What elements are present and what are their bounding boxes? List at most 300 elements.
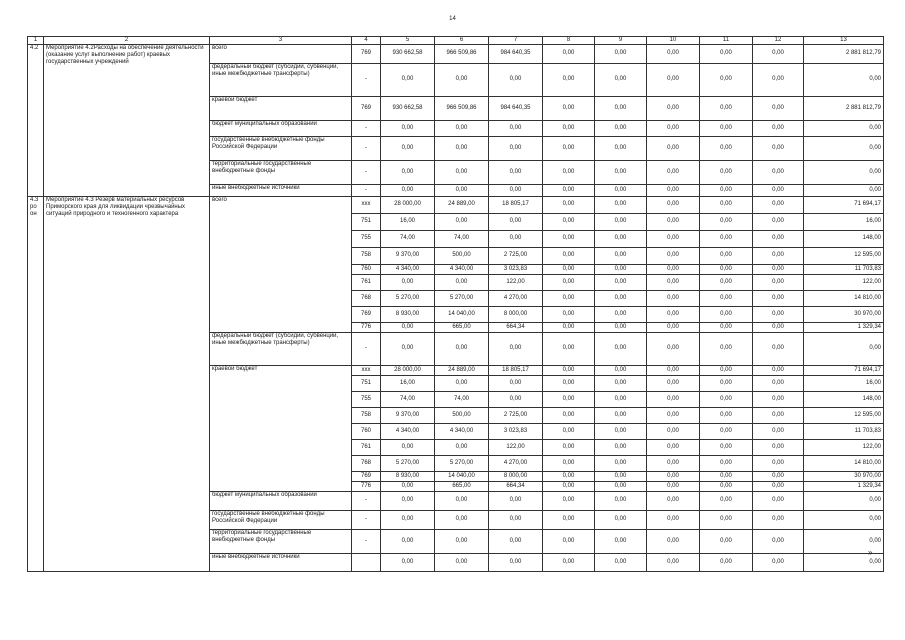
budget-code <box>352 553 381 571</box>
year-value: 966 509,86 <box>435 44 489 63</box>
year-value: 0,00 <box>543 481 595 491</box>
budget-code: - <box>352 529 381 553</box>
year-value: 0,00 <box>543 423 595 439</box>
year-value: 0,00 <box>543 529 595 553</box>
year-value: 0,00 <box>700 290 753 306</box>
column-number: 2 <box>44 37 210 45</box>
total-value: 16,00 <box>804 213 884 230</box>
header-row <box>28 37 884 45</box>
year-value: 0,00 <box>753 44 804 63</box>
year-value: 0,00 <box>435 529 489 553</box>
budget-code: 769 <box>352 96 381 120</box>
year-value: 0,00 <box>595 391 647 407</box>
year-value: 0,00 <box>647 322 700 332</box>
year-value: 0,00 <box>647 230 700 247</box>
year-value: 0,00 <box>700 423 753 439</box>
year-value: 966 509,86 <box>435 96 489 120</box>
budget-code: - <box>352 120 381 136</box>
year-value: 0,00 <box>753 510 804 529</box>
year-value: 0,00 <box>753 529 804 553</box>
funding-source: государственные внебюджетные фонды Российской Федерации <box>210 136 352 160</box>
year-value: 0,00 <box>753 491 804 510</box>
year-value: 74,00 <box>435 391 489 407</box>
year-value: 4 340,00 <box>381 264 435 274</box>
year-value: 500,00 <box>435 247 489 264</box>
year-value: 0,00 <box>700 375 753 391</box>
total-value: 0,00 <box>804 120 884 136</box>
year-value: 0,00 <box>753 471 804 481</box>
total-value: 122,00 <box>804 274 884 290</box>
total-value: 2 881 812,79 <box>804 44 884 63</box>
year-value: 8 930,00 <box>381 471 435 481</box>
year-value: 0,00 <box>543 439 595 455</box>
total-value: 71 694,17 <box>804 365 884 375</box>
year-value: 0,00 <box>543 510 595 529</box>
year-value: 0,00 <box>543 274 595 290</box>
continuation-mark: » <box>868 548 873 557</box>
year-value: 0,00 <box>543 96 595 120</box>
column-number: 10 <box>647 37 700 45</box>
year-value: 0,00 <box>753 407 804 423</box>
budget-code: - <box>352 491 381 510</box>
budget-code: - <box>352 160 381 184</box>
funding-source: государственные внебюджетные фонды Российской Федерации <box>210 510 352 529</box>
year-value: 0,00 <box>700 230 753 247</box>
column-number: 1 <box>28 37 44 45</box>
year-value: 122,00 <box>489 439 543 455</box>
budget-code: 755 <box>352 230 381 247</box>
year-value: 0,00 <box>647 247 700 264</box>
year-value: 0,00 <box>700 136 753 160</box>
year-value: 0,00 <box>647 481 700 491</box>
year-value: 0,00 <box>543 196 595 213</box>
year-value: 0,00 <box>543 375 595 391</box>
year-value: 0,00 <box>595 184 647 196</box>
year-value: 0,00 <box>543 63 595 96</box>
year-value: 0,00 <box>595 44 647 63</box>
year-value: 0,00 <box>700 44 753 63</box>
year-value: 0,00 <box>489 510 543 529</box>
year-value: 0,00 <box>595 491 647 510</box>
column-number: 9 <box>595 37 647 45</box>
budget-code: 755 <box>352 391 381 407</box>
activity-number: 4.2 <box>28 44 44 196</box>
year-value: 930 662,58 <box>381 44 435 63</box>
total-value: 148,00 <box>804 230 884 247</box>
budget-table <box>27 36 884 572</box>
year-value: 0,00 <box>595 407 647 423</box>
year-value: 0,00 <box>489 136 543 160</box>
year-value: 665,00 <box>435 322 489 332</box>
year-value: 0,00 <box>647 306 700 322</box>
year-value: 0,00 <box>700 491 753 510</box>
year-value: 4 340,00 <box>435 423 489 439</box>
total-value: 12 595,00 <box>804 407 884 423</box>
year-value: 0,00 <box>700 160 753 184</box>
budget-code: - <box>352 510 381 529</box>
year-value: 0,00 <box>489 213 543 230</box>
total-value: 12 595,00 <box>804 247 884 264</box>
year-value: 0,00 <box>753 439 804 455</box>
budget-code: 768 <box>352 455 381 471</box>
year-value: 0,00 <box>381 481 435 491</box>
total-value: 0,00 <box>804 491 884 510</box>
year-value: 24 889,00 <box>435 196 489 213</box>
year-value: 0,00 <box>647 332 700 365</box>
budget-code: 760 <box>352 423 381 439</box>
year-value: 0,00 <box>700 439 753 455</box>
year-value: 0,00 <box>381 322 435 332</box>
year-value: 0,00 <box>595 96 647 120</box>
year-value: 0,00 <box>753 481 804 491</box>
year-value: 0,00 <box>595 510 647 529</box>
year-value: 3 023,83 <box>489 264 543 274</box>
total-value: 30 970,00 <box>804 471 884 481</box>
year-value: 0,00 <box>647 365 700 375</box>
year-value: 0,00 <box>489 553 543 571</box>
year-value: 0,00 <box>489 375 543 391</box>
year-value: 0,00 <box>595 322 647 332</box>
budget-code: 761 <box>352 439 381 455</box>
budget-code: - <box>352 332 381 365</box>
funding-source: территориальные государственные внебюджетные фонды <box>210 160 352 184</box>
year-value: 28 000,00 <box>381 196 435 213</box>
year-value: 0,00 <box>700 332 753 365</box>
year-value: 5 270,00 <box>435 455 489 471</box>
year-value: 0,00 <box>381 184 435 196</box>
activity-title: Мероприятие 4.2Расходы на обеспечение деятельности (оказание услуг выполнение работ) краевых государственных учреждений <box>44 44 210 196</box>
year-value: 0,00 <box>700 365 753 375</box>
budget-code: 758 <box>352 407 381 423</box>
year-value: 0,00 <box>595 455 647 471</box>
budget-code: 758 <box>352 247 381 264</box>
year-value: 0,00 <box>595 63 647 96</box>
year-value: 3 023,83 <box>489 423 543 439</box>
year-value: 0,00 <box>700 391 753 407</box>
budget-code: - <box>352 184 381 196</box>
year-value: 0,00 <box>647 391 700 407</box>
year-value: 0,00 <box>595 247 647 264</box>
year-value: 122,00 <box>489 274 543 290</box>
budget-code: 776 <box>352 322 381 332</box>
year-value: 0,00 <box>435 375 489 391</box>
year-value: 2 725,00 <box>489 407 543 423</box>
year-value: 0,00 <box>700 455 753 471</box>
year-value: 0,00 <box>647 136 700 160</box>
year-value: 0,00 <box>647 63 700 96</box>
year-value: 0,00 <box>489 160 543 184</box>
total-value: 0,00 <box>804 529 884 553</box>
table-row <box>28 196 884 213</box>
year-value: 0,00 <box>435 136 489 160</box>
year-value: 0,00 <box>435 510 489 529</box>
column-number: 7 <box>489 37 543 45</box>
year-value: 0,00 <box>543 120 595 136</box>
year-value: 18 805,17 <box>489 196 543 213</box>
total-value: 148,00 <box>804 391 884 407</box>
year-value: 0,00 <box>700 407 753 423</box>
year-value: 0,00 <box>647 471 700 481</box>
year-value: 0,00 <box>543 306 595 322</box>
budget-code: 751 <box>352 375 381 391</box>
year-value: 0,00 <box>489 491 543 510</box>
total-value: 14 810,00 <box>804 455 884 471</box>
year-value: 0,00 <box>700 184 753 196</box>
year-value: 5 270,00 <box>435 290 489 306</box>
year-value: 4 270,00 <box>489 455 543 471</box>
year-value: 0,00 <box>595 471 647 481</box>
year-value: 0,00 <box>753 247 804 264</box>
year-value: 0,00 <box>753 322 804 332</box>
year-value: 0,00 <box>647 120 700 136</box>
year-value: 5 270,00 <box>381 455 435 471</box>
total-value: 14 810,00 <box>804 290 884 306</box>
column-number: 5 <box>381 37 435 45</box>
column-number: 13 <box>804 37 884 45</box>
funding-source: всего <box>210 44 352 63</box>
total-value: 11 703,83 <box>804 264 884 274</box>
total-value: 71 694,17 <box>804 196 884 213</box>
year-value: 0,00 <box>700 264 753 274</box>
year-value: 0,00 <box>543 553 595 571</box>
year-value: 0,00 <box>647 213 700 230</box>
year-value: 0,00 <box>543 213 595 230</box>
year-value: 0,00 <box>753 365 804 375</box>
year-value: 5 270,00 <box>381 290 435 306</box>
year-value: 0,00 <box>435 553 489 571</box>
year-value: 0,00 <box>381 529 435 553</box>
year-value: 0,00 <box>700 120 753 136</box>
year-value: 0,00 <box>381 63 435 96</box>
year-value: 0,00 <box>647 96 700 120</box>
year-value: 4 270,00 <box>489 290 543 306</box>
column-number: 4 <box>352 37 381 45</box>
year-value: 0,00 <box>753 120 804 136</box>
year-value: 0,00 <box>489 529 543 553</box>
year-value: 0,00 <box>753 290 804 306</box>
year-value: 0,00 <box>647 290 700 306</box>
year-value: 0,00 <box>489 230 543 247</box>
funding-source: территориальные государственные внебюджетные фонды <box>210 529 352 553</box>
year-value: 0,00 <box>595 529 647 553</box>
year-value: 0,00 <box>753 391 804 407</box>
year-value: 74,00 <box>435 230 489 247</box>
page-number: 14 <box>449 16 456 22</box>
year-value: 0,00 <box>595 160 647 184</box>
year-value: 2 725,00 <box>489 247 543 264</box>
budget-code: 769 <box>352 471 381 481</box>
year-value: 0,00 <box>543 264 595 274</box>
year-value: 0,00 <box>489 332 543 365</box>
year-value: 0,00 <box>700 529 753 553</box>
year-value: 0,00 <box>647 375 700 391</box>
year-value: 0,00 <box>435 120 489 136</box>
year-value: 0,00 <box>700 553 753 571</box>
year-value: 0,00 <box>700 96 753 120</box>
year-value: 0,00 <box>543 365 595 375</box>
total-value: 0,00 <box>804 63 884 96</box>
year-value: 74,00 <box>381 230 435 247</box>
funding-source: краевой бюджет <box>210 365 352 491</box>
year-value: 0,00 <box>543 407 595 423</box>
year-value: 0,00 <box>595 213 647 230</box>
year-value: 984 640,35 <box>489 96 543 120</box>
total-value: 30 970,00 <box>804 306 884 322</box>
year-value: 0,00 <box>435 63 489 96</box>
year-value: 0,00 <box>543 322 595 332</box>
year-value: 0,00 <box>543 136 595 160</box>
year-value: 0,00 <box>700 306 753 322</box>
column-number: 3 <box>210 37 352 45</box>
year-value: 664,34 <box>489 322 543 332</box>
year-value: 0,00 <box>647 455 700 471</box>
year-value: 0,00 <box>647 510 700 529</box>
activity-number: 4.3 ро он <box>28 196 44 571</box>
year-value: 4 340,00 <box>435 264 489 274</box>
column-number: 12 <box>753 37 804 45</box>
year-value: 0,00 <box>595 196 647 213</box>
year-value: 0,00 <box>595 264 647 274</box>
year-value: 0,00 <box>647 529 700 553</box>
year-value: 16,00 <box>381 375 435 391</box>
activity-title: Мероприятие 4.3 Резерв материальных ресурсов Приморского края для ликвидации чрезвычайных ситуаций природного и техногенного характера <box>44 196 210 571</box>
total-value: 1 329,34 <box>804 481 884 491</box>
year-value: 8 930,00 <box>381 306 435 322</box>
year-value: 0,00 <box>543 290 595 306</box>
budget-code: - <box>352 136 381 160</box>
year-value: 0,00 <box>381 553 435 571</box>
year-value: 24 889,00 <box>435 365 489 375</box>
year-value: 0,00 <box>595 553 647 571</box>
year-value: 0,00 <box>381 274 435 290</box>
year-value: 9 370,00 <box>381 247 435 264</box>
year-value: 18 805,17 <box>489 365 543 375</box>
year-value: 0,00 <box>647 44 700 63</box>
year-value: 0,00 <box>595 120 647 136</box>
year-value: 0,00 <box>700 247 753 264</box>
year-value: 0,00 <box>753 375 804 391</box>
year-value: 0,00 <box>489 120 543 136</box>
year-value: 0,00 <box>647 553 700 571</box>
year-value: 0,00 <box>435 213 489 230</box>
total-value: 1 329,34 <box>804 322 884 332</box>
funding-source: всего <box>210 196 352 332</box>
year-value: 0,00 <box>595 230 647 247</box>
year-value: 0,00 <box>381 439 435 455</box>
year-value: 0,00 <box>381 332 435 365</box>
year-value: 0,00 <box>700 471 753 481</box>
year-value: 0,00 <box>753 213 804 230</box>
total-value: 122,00 <box>804 439 884 455</box>
year-value: 0,00 <box>595 481 647 491</box>
column-number: 6 <box>435 37 489 45</box>
year-value: 0,00 <box>595 136 647 160</box>
year-value: 0,00 <box>381 491 435 510</box>
year-value: 664,34 <box>489 481 543 491</box>
year-value: 0,00 <box>647 423 700 439</box>
year-value: 930 662,58 <box>381 96 435 120</box>
year-value: 0,00 <box>647 491 700 510</box>
total-value: 0,00 <box>804 136 884 160</box>
year-value: 0,00 <box>647 184 700 196</box>
budget-code: 761 <box>352 274 381 290</box>
year-value: 0,00 <box>435 332 489 365</box>
year-value: 0,00 <box>543 44 595 63</box>
total-value: 0,00 <box>804 510 884 529</box>
total-value: 16,00 <box>804 375 884 391</box>
year-value: 0,00 <box>595 439 647 455</box>
year-value: 0,00 <box>381 160 435 184</box>
budget-code: 769 <box>352 306 381 322</box>
budget-code: xxx <box>352 365 381 375</box>
year-value: 0,00 <box>381 510 435 529</box>
year-value: 16,00 <box>381 213 435 230</box>
year-value: 9 370,00 <box>381 407 435 423</box>
year-value: 0,00 <box>543 491 595 510</box>
year-value: 4 340,00 <box>381 423 435 439</box>
year-value: 0,00 <box>435 274 489 290</box>
year-value: 0,00 <box>700 196 753 213</box>
year-value: 0,00 <box>381 136 435 160</box>
year-value: 0,00 <box>435 439 489 455</box>
year-value: 0,00 <box>489 391 543 407</box>
funding-source: бюджет муниципальных образований <box>210 120 352 136</box>
column-number: 11 <box>700 37 753 45</box>
funding-source: бюджет муниципальных образований <box>210 491 352 510</box>
year-value: 0,00 <box>753 423 804 439</box>
year-value: 0,00 <box>543 391 595 407</box>
year-value: 0,00 <box>753 332 804 365</box>
year-value: 0,00 <box>753 136 804 160</box>
year-value: 0,00 <box>753 274 804 290</box>
year-value: 0,00 <box>753 306 804 322</box>
year-value: 500,00 <box>435 407 489 423</box>
year-value: 0,00 <box>700 274 753 290</box>
year-value: 984 640,35 <box>489 44 543 63</box>
total-value: 2 881 812,79 <box>804 96 884 120</box>
year-value: 0,00 <box>753 264 804 274</box>
year-value: 0,00 <box>753 63 804 96</box>
year-value: 8 000,00 <box>489 306 543 322</box>
budget-code: 776 <box>352 481 381 491</box>
year-value: 0,00 <box>647 196 700 213</box>
year-value: 0,00 <box>753 553 804 571</box>
year-value: 28 000,00 <box>381 365 435 375</box>
budget-code: - <box>352 63 381 96</box>
funding-source: федеральный бюджет (субсидии, субвенции, иные межбюджетные трансферты) <box>210 63 352 96</box>
funding-source: иные внебюджетные источники <box>210 553 352 571</box>
funding-source: иные внебюджетные источники <box>210 184 352 196</box>
budget-code: 769 <box>352 44 381 63</box>
table-row <box>28 44 884 63</box>
year-value: 8 000,00 <box>489 471 543 481</box>
year-value: 0,00 <box>435 160 489 184</box>
budget-code: 760 <box>352 264 381 274</box>
funding-source: федеральный бюджет (субсидии, субвенции, иные межбюджетные трансферты) <box>210 332 352 365</box>
year-value: 0,00 <box>543 230 595 247</box>
year-value: 0,00 <box>543 160 595 184</box>
budget-code: xxx <box>352 196 381 213</box>
year-value: 14 040,00 <box>435 471 489 481</box>
total-value: 0,00 <box>804 332 884 365</box>
year-value: 0,00 <box>700 481 753 491</box>
year-value: 0,00 <box>647 160 700 184</box>
year-value: 0,00 <box>595 375 647 391</box>
column-number: 8 <box>543 37 595 45</box>
year-value: 0,00 <box>489 63 543 96</box>
year-value: 74,00 <box>381 391 435 407</box>
year-value: 0,00 <box>595 274 647 290</box>
